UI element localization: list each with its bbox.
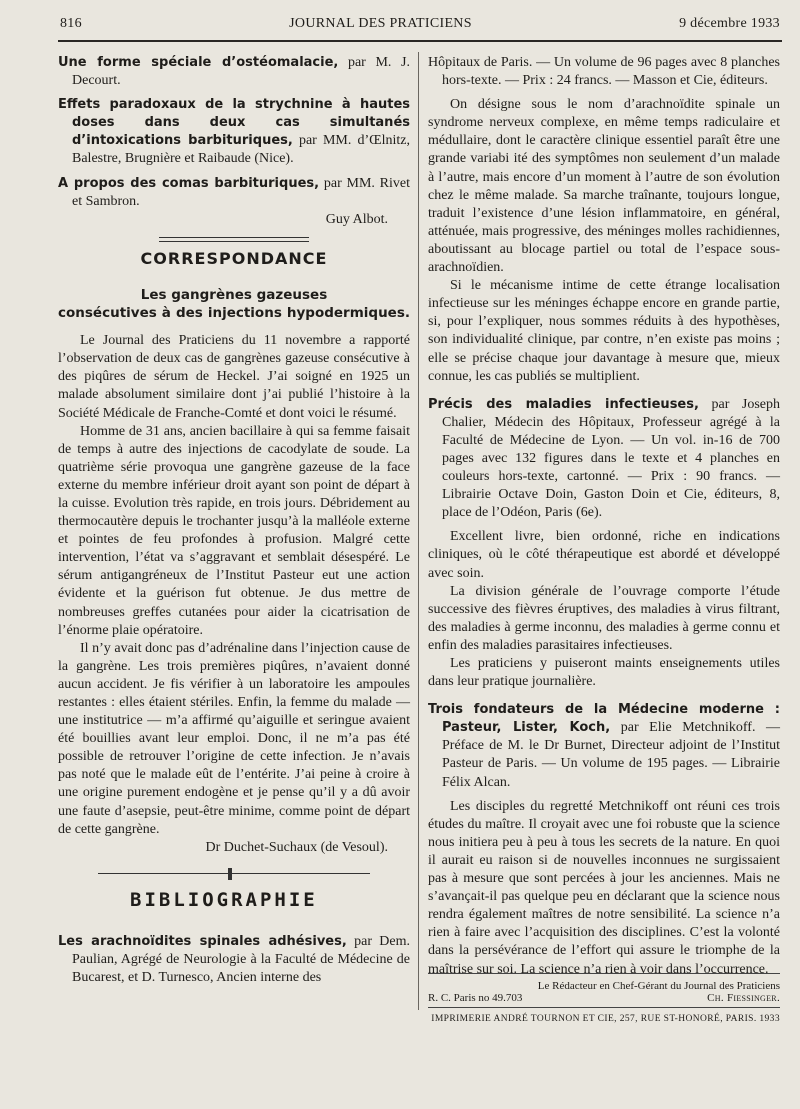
biblio-entry-3 [428,701,780,791]
biblio-entry-1 [58,933,410,987]
biblio-review-2-paragraph-3: Les praticiens y puiseront maints enseignements utiles dans leur pratique journalière. [428,656,780,690]
report-entry-2-authors: par MM. d’Œlnitz, Balestre, Brugnière et Raibaude (Nice). [72,133,411,167]
biblio-review-2-paragraph-2: La division générale de l’ouvrage comporte l’étude successive des fièvres éruptives, des maladies à virus filtrant, des maladies à germe inconnu, des maladies à germe connu et enfin des maladies parasitaires infectieuses. [428,583,780,653]
footer-rule-bottom [428,1007,780,1008]
biblio-entry-1-title: Les arachnoïdites spinales adhésives, [58,933,347,949]
journal-title: JOURNAL DES PRATICIENS [289,16,472,31]
report-entry-1 [58,54,410,90]
signature-duchet-suchaux: Dr Duchet-Suchaux (de Vesoul). [205,839,388,855]
footer-rule-top [428,973,780,974]
report-entry-3-title: A propos des comas barbituriques, [58,175,320,191]
report-entry-1-title: Une forme spéciale d’ostéomalacie, [58,55,339,70]
article-paragraph-2: Homme de 31 ans, ancien bacillaire à qui sa femme faisait de temps à autre des injections de cacodylate de soude. La quatrième série provoqua une gangrène gazeuse de la face externe du membre inférieur droit ayant son point de départ à la cuisse. Evolution très rapide, en trois jours. Débridement au thermocautère depuis le trochanter jusqu’à la malléole externe et pointes de feu profondes à profusion. Malgré cette intervention, l’état va s’aggravant et semblait désespéré. Le sérum antigangréneux de l’Institut Pasteur eut une action évidente et la guérison fut obtenue. Je dus mettre de nombreuses greffes cutanées pour aider la cicatrisation de l’énorme plaie opératoire. [58,423,410,638]
article-title-line-2: consécutives à des injections hypodermiques. [58,305,410,322]
report-entry-2-title: Effets paradoxaux de la strychnine à hautes doses dans deux cas simultanés d’intoxications barbituriques, [58,97,410,149]
biblio-entry-3-details: par Elie Metchnikoff. — Préface de M. le Dr Burnet, Directeur adjoint de l’Institut Pasteur de Paris. — Un volume de 195 pages. — Librairie Félix Alcan. [442,720,781,790]
section-title-bibliographie: BIBLIOGRAPHIE [130,888,318,911]
footer-editor-line: Le Rédacteur en Chef-Gérant du Journal des Praticiens [537,980,780,992]
footer-rc: R. C. Paris no 49.703 [428,992,523,1004]
report-entry-3-authors: par MM. Rivet et Sambron. [72,175,411,209]
page-header [60,16,780,40]
report-entry-3 [58,175,410,211]
biblio-entry-1-details: par Dem. Paulian, Agrégé de Neurologie à la Faculté de Médecine de Bucarest, et D. Turnesco, Ancien interne des [72,933,411,986]
right-column [428,54,780,979]
article-paragraph-3: Il n’y avait donc pas d’adrénaline dans l’injection cause de la gangrène. Les trois premières piqûres, n’avaient donné aucun accident. Je fis vérifier à un laboratoire les ampoules restantes : elles étaient stériles. Enfin, la femme du malade — une institutrice — m’a affirmé qu’aiguille et seringue avaient été bouillies avant leur emploi. Donc, il ne m’a pas été possible de retrouver l’origine de cette infection. Je n’avais pas noté que le malade eût de l’entérite. J’ai peine à croire à une origine purement endogène et je pense qu’il y a dû avoir une faute d’asepsie, peut-être minime, comme point de départ de cette gangrène. [58,640,410,837]
page-number: 816 [60,16,82,31]
issue-date: 9 décembre 1933 [679,16,780,31]
ornament-rule [58,867,410,881]
section-title-correspondance: CORRESPONDANCE [140,248,328,268]
footer-registration-row [428,992,780,1004]
biblio-review-1-paragraph-2: Si le mécanisme intime de cette étrange localisation infectieuse sur les méninges échappe encore en grande partie, si, pour l’expliquer, nous sommes réduits à des hypothèses, son individualité clinique, par contre, n’en existe pas moins ; elle se précise chaque jour davantage à mesure que, mieux connue, les cas publiés se multiplient. [428,278,780,384]
biblio-review-1-paragraph-1: On désigne sous le nom d’arachnoïdite spinale un syndrome nerveux complexe, en même temps radiculaire et médullaire, dont le caractère clinique essentiel paraît être une grande variabi ité des symptômes non seulement d’un malade à l’autre, mais encore d’un moment à l’autre de son évolution chez le même malade. Sa marche traînante, toujours longue, traduit l’existence d’une lésion inflammatoire, en général, atténuée, mais progressive, des méninges molles rachidiennes, aboutissant au blocage partiel ou total de l’espace sous-arachnoïdien. [428,97,780,276]
biblio-entry-2 [428,396,780,523]
report-entry-2 [58,96,410,168]
biblio-review-3-paragraph-1: Les disciples du regretté Metchnikoff ont réuni ces trois études du maître. Il croyait avec une foi robuste que la science nous initiera peu à peu à tous les secrets de la nature. En quoi il aurait eu raison si de nouvelles inconnues ne surgissaient pas à mesure que sont percées à jour les anciennes. Mais ne s’avançait-il pas quelque peu en déclarant que la science nous rendra également maîtres de notre sensibilité. La science n’a rien à faire avec l’acquisition des disciplines. C’est la volonté dans la persévérance de l’effort qui assure le triomphe de la maîtrise sur soi. La science n’a rien à voir dans l’occurrence. [428,798,780,977]
report-entry-1-authors: par M. J. Decourt. [72,55,410,89]
section-separator [159,237,309,242]
column-divider [418,52,419,1010]
left-column [58,54,410,987]
article-paragraph-1: Le Journal des Praticiens du 11 novembre a rapporté l’observation de deux cas de gangrènes gazeuse consécutive à des piqûres de sérum de Heckel. J’ai soigné en 1925 un malade absolument similaire dont j’ai publié l’histoire à la Société Médicale de Franche-Comté et dont voici le résumé. [58,333,410,421]
biblio-entry-3-title: Trois fondateurs de la Médecine moderne : Pasteur, Lister, Koch, [428,702,780,736]
article-title-line-1: Les gangrènes gazeuses [140,286,328,303]
header-rule [58,40,782,42]
footer-printer: IMPRIMERIE ANDRÉ TOURNON ET CIE, 257, RUE ST-HONORÉ, PARIS. 1933 [431,1014,780,1024]
page-footer [428,970,780,1024]
footer-gerant: Ch. Fiessinger. [707,992,780,1004]
biblio-entry-1-continued: Hôpitaux de Paris. — Un volume de 96 pages avec 8 planches hors-texte. — Prix : 24 francs. — Masson et Cie, éditeurs. [428,55,780,89]
signature-albot: Guy Albot. [325,211,388,227]
biblio-review-2-paragraph-1: Excellent livre, bien ordonné, riche en indications cliniques, où le côté thérapeutique est abordé et développé avec soin. [428,529,780,581]
biblio-entry-2-title: Précis des maladies infectieuses, [428,396,699,412]
biblio-entry-2-details: par Joseph Chalier, Médecin des Hôpitaux, Professeur agrégé à la Faculté de Médecine de Lyon. — Un vol. in-16 de 700 pages avec 132 figures dans le texte et 4 planches en couleurs hors-texte, cartonné. — Prix : 90 francs. — Librairie Octave Doin, Gaston Doin et Cie, éditeurs, 8, place de l’Odéon, Paris (6e). [442,396,781,521]
